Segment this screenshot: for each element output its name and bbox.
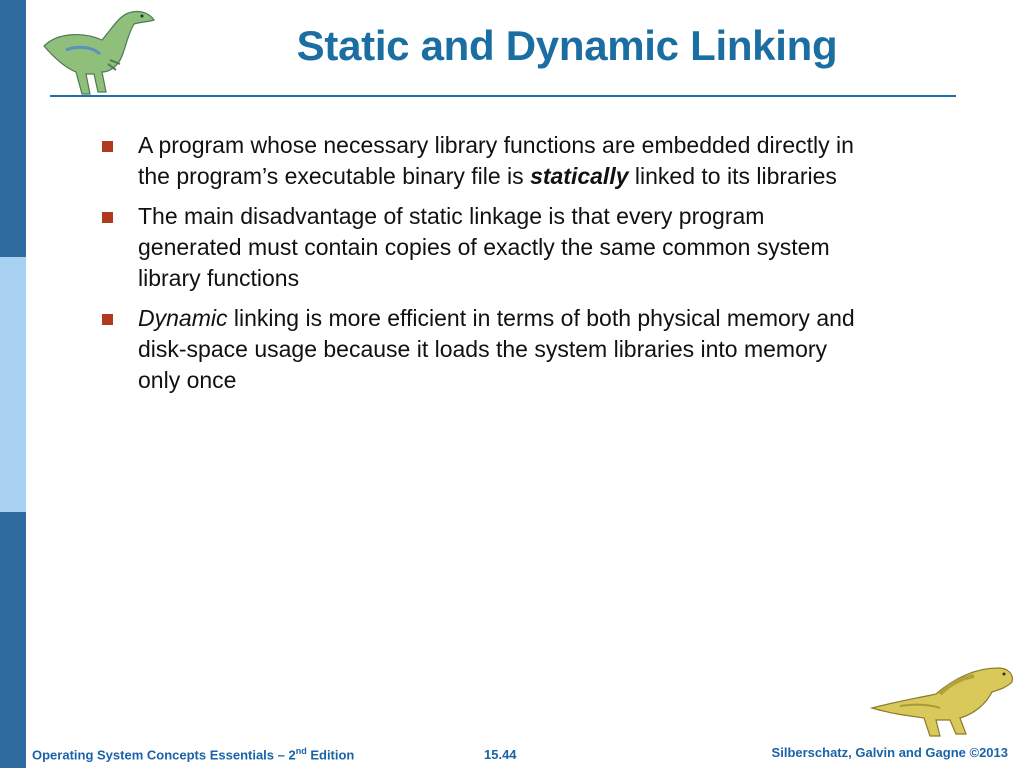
square-bullet-icon: [102, 314, 113, 325]
bullet-text: linking is more efficient in terms of both physical memory and disk-space usage because it loads the system libraries into memory only once: [138, 305, 855, 393]
footer-authors: Silberschatz, Galvin and Gagne ©2013: [771, 745, 1008, 760]
footer-book-prefix: Operating System Concepts Essentials – 2: [32, 747, 296, 762]
bullet-emphasis: statically: [530, 163, 629, 189]
footer-book-suffix: Edition: [306, 747, 355, 762]
bullet-text: A program whose necessary library functions are embedded directly in the program’s executable binary file is: [138, 132, 854, 189]
slide-title: Static and Dynamic Linking: [296, 22, 838, 69]
bullet-item: [100, 130, 860, 192]
bullet-text: The main disadvantage of static linkage is that every program generated must contain copies of exactly the same common system library functions: [138, 203, 830, 291]
title-divider: [50, 95, 956, 97]
dinosaur-logo-icon: [36, 6, 158, 98]
footer-book-title: [32, 746, 354, 762]
bullet-item: [100, 303, 860, 396]
dinosaur-illustration-icon: [870, 658, 1016, 738]
left-accent-bar-light-segment: [0, 257, 26, 512]
bullet-item: [100, 201, 860, 294]
bullet-list: [100, 130, 860, 405]
footer-page-number: 15.44: [484, 747, 517, 762]
bullet-text: linked to its libraries: [628, 163, 837, 189]
footer-book-sup: nd: [295, 745, 307, 756]
bullet-emphasis: Dynamic: [138, 305, 228, 331]
square-bullet-icon: [102, 141, 113, 152]
left-accent-bar: [0, 0, 26, 768]
square-bullet-icon: [102, 212, 113, 223]
